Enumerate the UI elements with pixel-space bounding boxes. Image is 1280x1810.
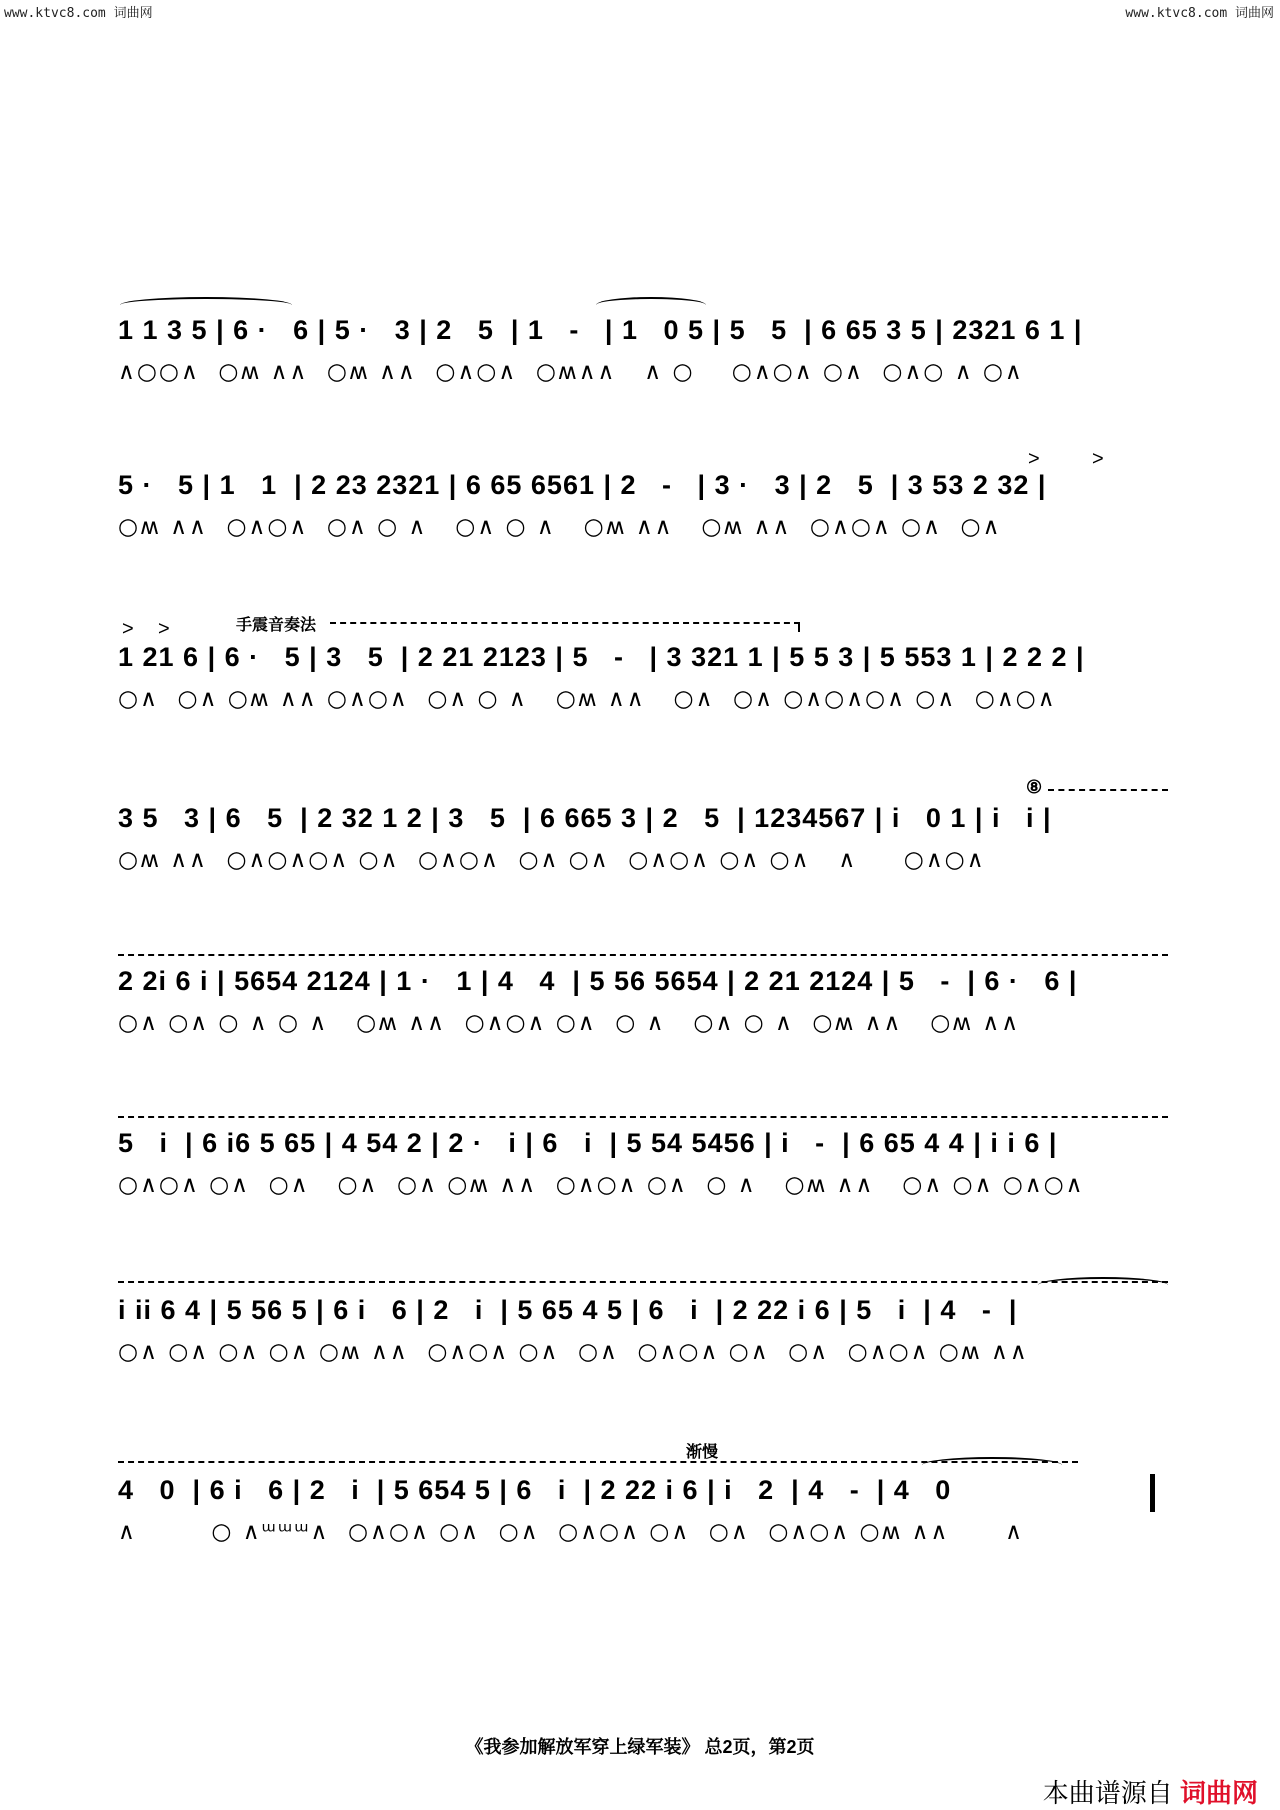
notation-line: 4 0 | 6 i 6 | 2 i | 5 654 5 | 6 i | 2 22 i 6 | i 2 | 4 - | 4 0 [118, 1475, 952, 1505]
slur [120, 297, 292, 313]
score-row-5 [118, 966, 1168, 1076]
accent-mark: > [158, 618, 170, 640]
ritardando-annotation: 渐慢 [686, 1442, 719, 1461]
range-line [118, 954, 1168, 966]
score-row-8 [118, 1442, 1168, 1585]
watermark-left: www.ktvc8.com 词曲网 [4, 6, 153, 21]
final-barline [1150, 1474, 1155, 1512]
watermark-right: www.ktvc8.com 词曲网 [1125, 6, 1274, 21]
notation-line: 1 1 3 5 | 6 · 6 | 5 · 3 | 2 5 | 1 - | 1 0 5 | 5 5 | 6 65 3 5 | 2321 6 1 | [118, 315, 1083, 345]
notation-line: i ii 6 4 | 5 56 5 | 6 i 6 | 2 i | 5 65 4 5 | 6 i | 2 22 i 6 | 5 i | 4 - | [118, 1295, 1018, 1325]
slur [1038, 1277, 1168, 1293]
range-line [118, 1116, 1168, 1128]
notation-line: 1 21 6 | 6 · 5 | 3 5 | 2 21 2123 | 5 - | 3 321 1 | 5 5 3 | 5 553 1 | 2 2 2 | [118, 642, 1085, 672]
source-credit [1043, 1773, 1258, 1810]
slur [596, 297, 706, 313]
score-row-4 [118, 777, 1168, 913]
notation-line: 5 · 5 | 1 1 | 2 23 2321 | 6 65 6561 | 2 - | 3 · 3 | 2 5 | 3 53 2 32 | [118, 470, 1047, 500]
score-row-7 [118, 1295, 1168, 1405]
accent-mark: > [1092, 448, 1104, 470]
notation-line: 3 5 3 | 6 5 | 2 32 1 2 | 3 5 | 6 665 3 | 2 5 | 1234567 | i 0 1 | i i | [118, 803, 1052, 833]
bowing-line: ○ʍ ∧∧ ○∧○∧○∧ ○∧ ○∧○∧ ○∧ ○∧ ○∧○∧ ○∧ ○∧ ∧ ○∧○∧ [118, 847, 986, 873]
tremolo-range-end [798, 622, 800, 632]
range-line [1048, 789, 1168, 791]
range-line [118, 1281, 1168, 1293]
slur [922, 1457, 1062, 1473]
bowing-line: ∧○○∧ ○ʍ ∧∧ ○ʍ ∧∧ ○∧○∧ ○ʍ∧∧ ∧ ○ ○∧○∧ ○∧ ○∧○ ∧ ○∧ [118, 359, 1024, 385]
bowing-line: ○ʍ ∧∧ ○∧○∧ ○∧ ○ ∧ ○∧ ○ ∧ ○ʍ ∧∧ ○ʍ ∧∧ ○∧○∧ ○∧ ○∧ [118, 514, 1002, 540]
notation-line: 2 2i 6 i | 5654 2124 | 1 · 1 | 4 4 | 5 56 5654 | 2 21 2124 | 5 - | 6 · 6 | [118, 966, 1078, 996]
page-footer: 《我参加解放军穿上绿军装》 总2页，第2页 [465, 1737, 815, 1757]
score-row-3 [118, 615, 1168, 752]
tremolo-range-line [330, 622, 800, 624]
notation-line: 5 i | 6 i6 5 65 | 4 54 2 | 2 · i | 6 i | 5 54 5456 | i - | 6 65 4 4 | i i 6 | [118, 1128, 1058, 1158]
score-row-6 [118, 1128, 1168, 1238]
tremolo-annotation: 手震音奏法 [236, 615, 317, 634]
score-row-1 [118, 315, 1168, 425]
source-prefix: 本曲谱源自 [1042, 1778, 1173, 1808]
bowing-line: ○∧ ○∧ ○ ∧ ○ ∧ ○ʍ ∧∧ ○∧○∧ ○∧ ○ ∧ ○∧ ○ ∧ ○ʍ ∧∧ ○ʍ ∧∧ [118, 1010, 1021, 1036]
source-site-link[interactable]: 词曲网 [1179, 1778, 1258, 1808]
score-row-2 [118, 448, 1168, 580]
accent-mark: > [122, 618, 134, 640]
circle-mark: ⑧ [1026, 777, 1043, 798]
bowing-line: ∧ ○ ∧ᵚᵚᵚ∧ ○∧○∧ ○∧ ○∧ ○∧○∧ ○∧ ○∧ ○∧○∧ ○ʍ ∧∧ ∧ [118, 1519, 1024, 1545]
accent-mark: > [1028, 448, 1040, 470]
bowing-line: ○∧○∧ ○∧ ○∧ ○∧ ○∧ ○ʍ ∧∧ ○∧○∧ ○∧ ○ ∧ ○ʍ ∧∧ ○∧ ○∧ ○∧○∧ [118, 1172, 1085, 1198]
bowing-line: ○∧ ○∧ ○∧ ○∧ ○ʍ ∧∧ ○∧○∧ ○∧ ○∧ ○∧○∧ ○∧ ○∧ ○∧○∧ ○ʍ ∧∧ [118, 1339, 1029, 1365]
bowing-line: ○∧ ○∧ ○ʍ ∧∧ ○∧○∧ ○∧ ○ ∧ ○ʍ ∧∧ ○∧ ○∧ ○∧○∧○∧ ○∧ ○∧○∧ [118, 686, 1057, 712]
